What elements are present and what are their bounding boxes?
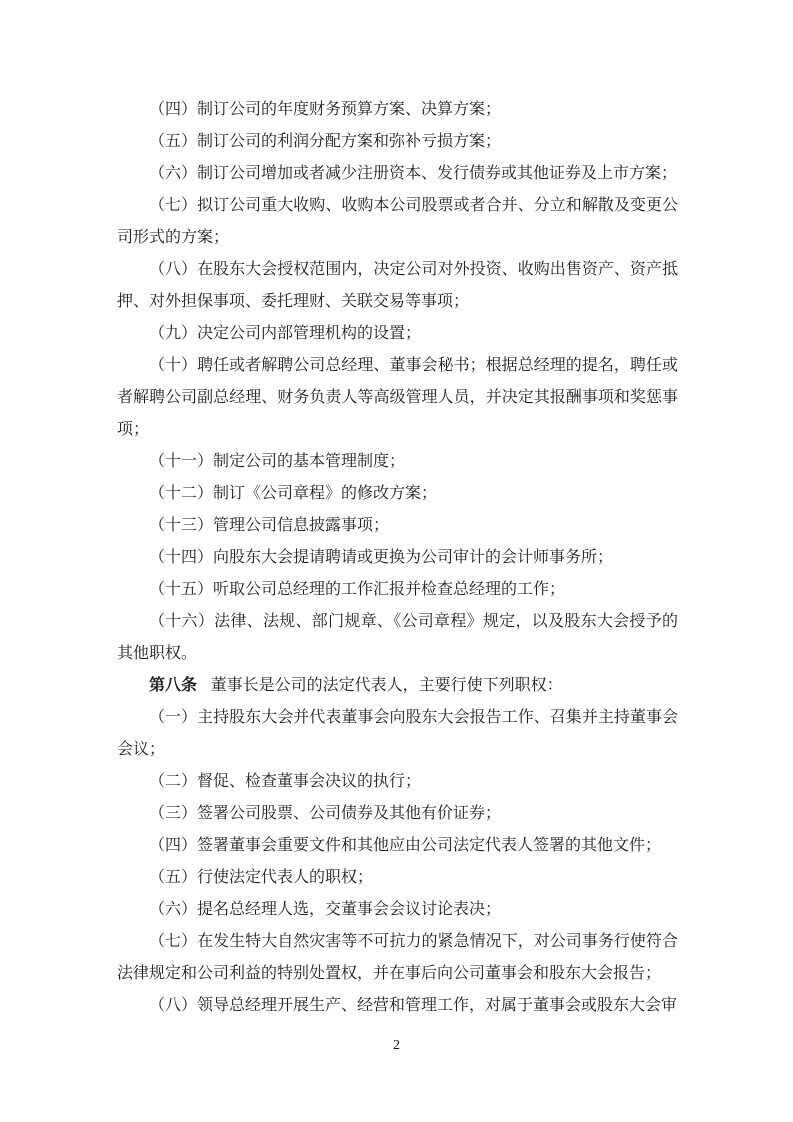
paragraph-text: （十三）管理公司信息披露事项； (149, 517, 390, 534)
list-item-paragraph (117, 830, 678, 862)
paragraph-text: （十四）向股东大会提请聘请或更换为公司审计的会计师事务所； (149, 549, 614, 566)
list-item-paragraph (117, 94, 678, 126)
paragraph-text: （八）在股东大会授权范围内，决定公司对外投资、收购出售资产、资产抵押、对外担保事项、委托理财、关联交易等事项； (117, 261, 678, 310)
document-body (117, 94, 678, 1022)
page-footer (0, 1036, 793, 1056)
list-item-paragraph (117, 702, 678, 766)
paragraph-text: （一）主持股东大会并代表董事会向股东大会报告工作、召集并主持董事会会议； (117, 709, 678, 758)
list-item-paragraph (117, 158, 678, 190)
list-item-paragraph (117, 446, 678, 478)
paragraph-text: （五）行使法定代表人的职权； (149, 869, 374, 886)
paragraph-text: （八）领导总经理开展生产、经营和管理工作，对属于董事会或股东大会审 (149, 997, 678, 1014)
paragraph-text: （三）签署公司股票、公司债券及其他有价证券； (149, 805, 502, 822)
list-item-paragraph (117, 350, 678, 446)
paragraph-text: （四）签署董事会重要文件和其他应由公司法定代表人签署的其他文件； (149, 837, 662, 854)
paragraph-text: （五）制订公司的利润分配方案和弥补亏损方案； (149, 133, 502, 150)
paragraph-text: （六）提名总经理人选，交董事会会议讨论表决； (149, 901, 502, 918)
paragraph-text: （十二）制订《公司章程》的修改方案； (149, 485, 438, 502)
list-item-paragraph (117, 510, 678, 542)
list-item-paragraph (117, 894, 678, 926)
paragraph-text: （十六）法律、法规、部门规章、《公司章程》规定，以及股东大会授予的其他职权。 (117, 613, 678, 662)
list-item-paragraph (117, 542, 678, 574)
list-item-paragraph (117, 574, 678, 606)
list-item-paragraph (117, 478, 678, 510)
paragraph-text: （七）在发生特大自然灾害等不可抗力的紧急情况下，对公司事务行使符合法律规定和公司利益的特别处置权，并在事后向公司董事会和股东大会报告； (117, 933, 678, 982)
list-item-paragraph (117, 318, 678, 350)
article-paragraph (117, 670, 678, 702)
list-item-paragraph (117, 126, 678, 158)
paragraph-text: （七）拟订公司重大收购、收购本公司股票或者合并、分立和解散及变更公司形式的方案； (117, 197, 678, 246)
paragraph-text: 董事长是公司的法定代表人，主要行使下列职权： (210, 677, 563, 694)
paragraph-text: （九）决定公司内部管理机构的设置； (149, 325, 422, 342)
paragraph-text: （十）聘任或者解聘公司总经理、董事会秘书；根据总经理的提名，聘任或者解聘公司副总经理、财务负责人等高级管理人员，并决定其报酬事项和奖惩事项； (117, 357, 678, 438)
list-item-paragraph (117, 862, 678, 894)
paragraph-text: （十五）听取公司总经理的工作汇报并检查总经理的工作； (149, 581, 566, 598)
paragraph-text: （十一）制定公司的基本管理制度； (149, 453, 406, 470)
paragraph-text: （四）制订公司的年度财务预算方案、决算方案； (149, 101, 502, 118)
list-item-paragraph (117, 990, 678, 1022)
list-item-paragraph (117, 926, 678, 990)
article-number: 第八条 (149, 677, 198, 694)
list-item-paragraph (117, 606, 678, 670)
list-item-paragraph (117, 190, 678, 254)
list-item-paragraph (117, 766, 678, 798)
list-item-paragraph (117, 254, 678, 318)
list-item-paragraph (117, 798, 678, 830)
paragraph-text: （六）制订公司增加或者减少注册资本、发行债券或其他证券及上市方案； (149, 165, 678, 182)
paragraph-text: （二）督促、检查董事会决议的执行； (149, 773, 422, 790)
page-number: 2 (393, 1038, 400, 1053)
